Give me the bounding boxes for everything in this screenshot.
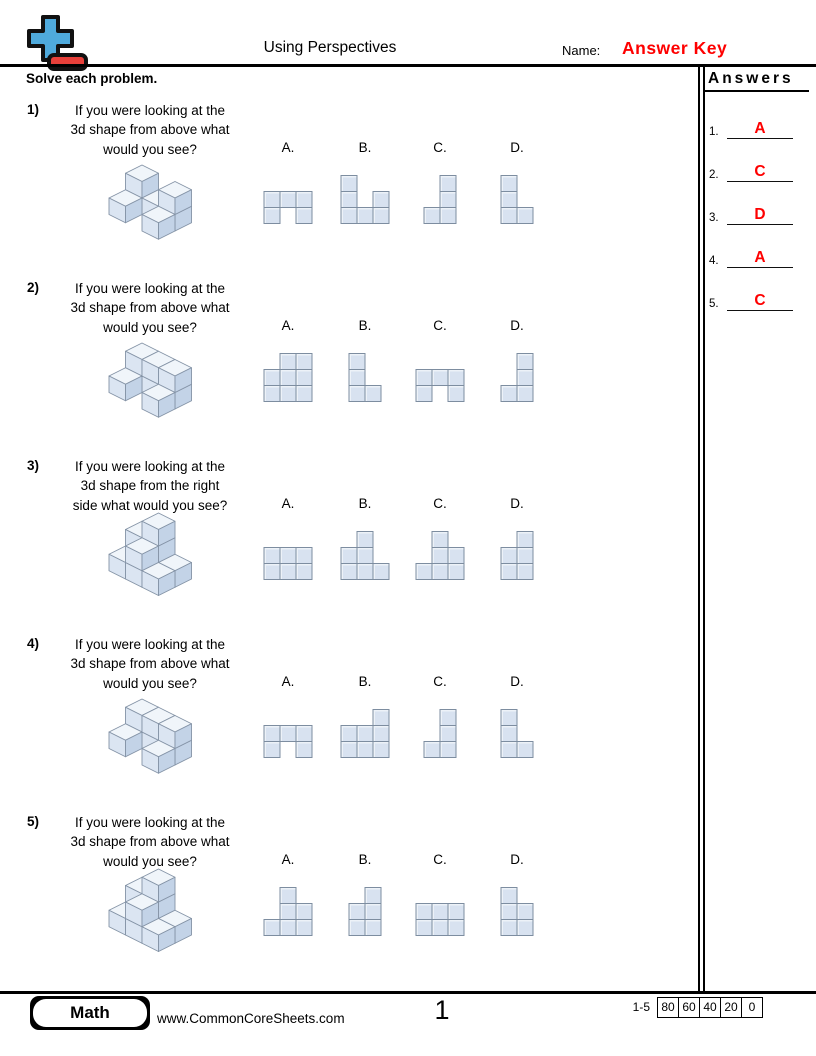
answer-option [330, 674, 400, 758]
option-grid [424, 709, 457, 758]
answer-option [482, 496, 552, 580]
answer-value: C [754, 163, 766, 180]
option-label: A. [281, 496, 295, 511]
option-label: B. [358, 852, 372, 867]
grid-cell [264, 741, 281, 758]
problem-question [45, 457, 255, 515]
problem-number: 5) [27, 814, 40, 829]
grid-cell [517, 385, 534, 402]
grid-cell [341, 741, 358, 758]
grid-cell [296, 207, 313, 224]
option-label: D. [510, 496, 524, 511]
grid-cell [416, 563, 433, 580]
answer-option [482, 852, 552, 936]
grid-cell [264, 725, 281, 742]
grid-cell [432, 563, 449, 580]
answer-number: 5. [709, 298, 719, 310]
score-box: 60 [678, 997, 700, 1018]
option-label: B. [358, 674, 372, 689]
answer-number: 2. [709, 169, 719, 181]
grid-cell [501, 563, 518, 580]
option-label: D. [510, 852, 524, 867]
option-label: C. [433, 496, 447, 511]
answer-item [705, 106, 805, 139]
grid-cell [416, 385, 433, 402]
question-line: 3d shape from the right [80, 478, 220, 494]
grid-cell [432, 547, 449, 564]
grid-cell [517, 547, 534, 564]
grid-cell [280, 547, 297, 564]
grid-cell [357, 207, 374, 224]
answer-item [705, 235, 805, 268]
header-rule [0, 64, 816, 67]
grid-cell [440, 191, 457, 208]
grid-cell [432, 369, 449, 386]
cube-shape-3d [106, 866, 195, 955]
grid-cell [448, 563, 465, 580]
answers-panel [705, 70, 816, 370]
cube-shape-3d [106, 510, 195, 599]
grid-cell [517, 531, 534, 548]
grid-cell [296, 385, 313, 402]
answer-number: 4. [709, 255, 719, 267]
grid-cell [280, 887, 297, 904]
option-grid [416, 903, 465, 936]
grid-cell [341, 725, 358, 742]
grid-cell [517, 919, 534, 936]
answer-number: 3. [709, 212, 719, 224]
answer-value: A [754, 249, 766, 266]
grid-cell [349, 353, 366, 370]
answers-header: Answers [705, 70, 809, 92]
option-grid [264, 191, 313, 224]
grid-cell [357, 547, 374, 564]
answer-option [253, 496, 323, 580]
question-line: 3d shape from above what [70, 300, 230, 316]
grid-cell [357, 741, 374, 758]
grid-cell [440, 709, 457, 726]
grid-cell [432, 531, 449, 548]
score-box: 0 [741, 997, 763, 1018]
grid-cell [264, 547, 281, 564]
option-label: A. [281, 140, 295, 155]
grid-cell [357, 725, 374, 742]
grid-cell [349, 385, 366, 402]
option-grid [349, 353, 382, 402]
option-label: A. [281, 318, 295, 333]
grid-cell [501, 385, 518, 402]
problem-number: 2) [27, 280, 40, 295]
answer-option [482, 318, 552, 402]
grid-cell [296, 547, 313, 564]
grid-cell [341, 563, 358, 580]
grid-cell [349, 369, 366, 386]
grid-cell [296, 369, 313, 386]
answer-option [330, 852, 400, 936]
grid-cell [373, 709, 390, 726]
grid-cell [280, 385, 297, 402]
answer-number: 1. [709, 126, 719, 138]
grid-cell [501, 207, 518, 224]
question-line: side what would you see? [72, 497, 228, 513]
option-grid [501, 531, 534, 580]
option-grid [264, 353, 313, 402]
answer-value: A [754, 120, 766, 137]
grid-cell [517, 369, 534, 386]
grid-cell [373, 563, 390, 580]
grid-cell [501, 741, 518, 758]
instruction-text: Solve each problem. [26, 71, 158, 86]
grid-cell [296, 353, 313, 370]
score-box: 40 [699, 997, 721, 1018]
answer-line [727, 163, 793, 182]
option-grid [264, 725, 313, 758]
option-label: C. [433, 852, 447, 867]
problem-block [0, 96, 697, 274]
problem-number: 3) [27, 458, 40, 473]
name-label: Name: [562, 43, 601, 58]
grid-cell [264, 191, 281, 208]
option-label: A. [281, 674, 295, 689]
problem-block [0, 630, 697, 808]
grid-cell [517, 207, 534, 224]
grid-cell [280, 563, 297, 580]
question-line: 3d shape from above what [70, 122, 230, 138]
answer-line [727, 120, 793, 139]
grid-cell [365, 385, 382, 402]
problem-question [45, 813, 255, 871]
grid-cell [349, 919, 366, 936]
option-grid [424, 175, 457, 224]
problem-number: 4) [27, 636, 40, 651]
grid-cell [432, 903, 449, 920]
grid-cell [373, 741, 390, 758]
question-line: would you see? [103, 853, 197, 869]
grid-cell [365, 919, 382, 936]
option-grid [264, 547, 313, 580]
problem-number: 1) [27, 102, 40, 117]
option-grid [349, 887, 382, 936]
option-grid [341, 175, 390, 224]
grid-cell [296, 191, 313, 208]
grid-cell [501, 725, 518, 742]
question-line: If you were looking at the [74, 103, 226, 118]
grid-cell [501, 191, 518, 208]
answers-separator [698, 64, 705, 991]
question-line: would you see? [103, 319, 197, 335]
score-boxes [657, 997, 763, 1018]
grid-cell [517, 741, 534, 758]
option-label: D. [510, 318, 524, 333]
grid-cell [440, 725, 457, 742]
grid-cell [280, 369, 297, 386]
answer-value: C [754, 292, 766, 309]
page-number: 1 [434, 995, 450, 1025]
grid-cell [501, 887, 518, 904]
grid-cell [264, 385, 281, 402]
grid-cell [264, 919, 281, 936]
option-grid [416, 369, 465, 402]
problem-question [45, 635, 255, 693]
worksheet-title: Using Perspectives [263, 39, 397, 56]
score-box: 20 [720, 997, 742, 1018]
grid-cell [440, 741, 457, 758]
answer-option [405, 496, 475, 580]
option-grid [416, 531, 465, 580]
option-label: A. [281, 852, 295, 867]
option-grid [501, 175, 534, 224]
option-grid [501, 887, 534, 936]
grid-cell [373, 191, 390, 208]
problem-question [45, 279, 255, 337]
cube-shape-3d [106, 340, 195, 420]
subject-badge [30, 996, 150, 1030]
grid-cell [501, 903, 518, 920]
option-grid [501, 353, 534, 402]
grid-cell [416, 919, 433, 936]
answer-option [330, 496, 400, 580]
answer-line [727, 249, 793, 268]
question-line: If you were looking at the [74, 637, 226, 652]
grid-cell [448, 547, 465, 564]
grid-cell [424, 207, 441, 224]
grid-cell [501, 919, 518, 936]
problem-block [0, 452, 697, 630]
answer-line [727, 206, 793, 225]
option-grid [264, 887, 313, 936]
answer-item [705, 278, 805, 311]
answer-item [705, 149, 805, 182]
problem-question [45, 101, 255, 159]
answer-option [482, 674, 552, 758]
website-text: www.CommonCoreSheets.com [157, 1011, 345, 1026]
cube-shape-3d [106, 696, 195, 776]
answer-value: D [754, 206, 766, 223]
grid-cell [296, 725, 313, 742]
option-grid [501, 709, 534, 758]
grid-cell [296, 919, 313, 936]
grid-cell [517, 563, 534, 580]
grid-cell [357, 563, 374, 580]
grid-cell [280, 919, 297, 936]
question-line: 3d shape from above what [70, 656, 230, 672]
grid-cell [296, 903, 313, 920]
option-label: B. [358, 318, 372, 333]
score-range-label: 1-5 [632, 1000, 650, 1014]
grid-cell [424, 741, 441, 758]
answer-option [405, 674, 475, 758]
answer-option [330, 318, 400, 402]
answer-option [253, 140, 323, 224]
grid-cell [296, 741, 313, 758]
grid-cell [448, 903, 465, 920]
question-line: If you were looking at the [74, 459, 226, 474]
grid-cell [373, 725, 390, 742]
problem-block [0, 808, 697, 986]
grid-cell [280, 725, 297, 742]
grid-cell [365, 903, 382, 920]
grid-cell [517, 353, 534, 370]
score-box: 80 [657, 997, 679, 1018]
option-label: D. [510, 674, 524, 689]
grid-cell [365, 887, 382, 904]
option-label: B. [358, 140, 372, 155]
answer-option [405, 852, 475, 936]
grid-cell [448, 385, 465, 402]
subject-label: Math [33, 999, 147, 1027]
answer-line [727, 292, 793, 311]
answer-option [405, 318, 475, 402]
grid-cell [432, 919, 449, 936]
option-label: C. [433, 674, 447, 689]
option-label: B. [358, 496, 372, 511]
grid-cell [341, 547, 358, 564]
grid-cell [501, 547, 518, 564]
grid-cell [501, 709, 518, 726]
grid-cell [341, 175, 358, 192]
answer-option [405, 140, 475, 224]
option-label: D. [510, 140, 524, 155]
question-line: If you were looking at the [74, 281, 226, 296]
cube-shape-3d [106, 162, 195, 242]
grid-cell [440, 175, 457, 192]
option-label: C. [433, 140, 447, 155]
grid-cell [448, 919, 465, 936]
grid-cell [349, 903, 366, 920]
option-label: C. [433, 318, 447, 333]
question-line: 3d shape from above what [70, 834, 230, 850]
grid-cell [264, 207, 281, 224]
answer-option [482, 140, 552, 224]
answer-option [330, 140, 400, 224]
grid-cell [264, 563, 281, 580]
question-line: would you see? [103, 141, 197, 157]
grid-cell [517, 903, 534, 920]
footer-rule [0, 991, 816, 994]
grid-cell [264, 369, 281, 386]
grid-cell [296, 563, 313, 580]
question-line: would you see? [103, 675, 197, 691]
option-grid [341, 531, 390, 580]
grid-cell [357, 531, 374, 548]
grid-cell [341, 207, 358, 224]
grid-cell [280, 191, 297, 208]
answer-option [253, 318, 323, 402]
question-line: If you were looking at the [74, 815, 226, 830]
grid-cell [501, 175, 518, 192]
grid-cell [416, 369, 433, 386]
grid-cell [416, 903, 433, 920]
grid-cell [341, 191, 358, 208]
option-grid [341, 709, 390, 758]
grid-cell [440, 207, 457, 224]
grid-cell [448, 369, 465, 386]
grid-cell [280, 353, 297, 370]
answer-item [705, 192, 805, 225]
answer-option [253, 674, 323, 758]
grid-cell [373, 207, 390, 224]
name-value: Answer Key [622, 38, 728, 58]
problem-block [0, 274, 697, 452]
grid-cell [280, 903, 297, 920]
answer-option [253, 852, 323, 936]
